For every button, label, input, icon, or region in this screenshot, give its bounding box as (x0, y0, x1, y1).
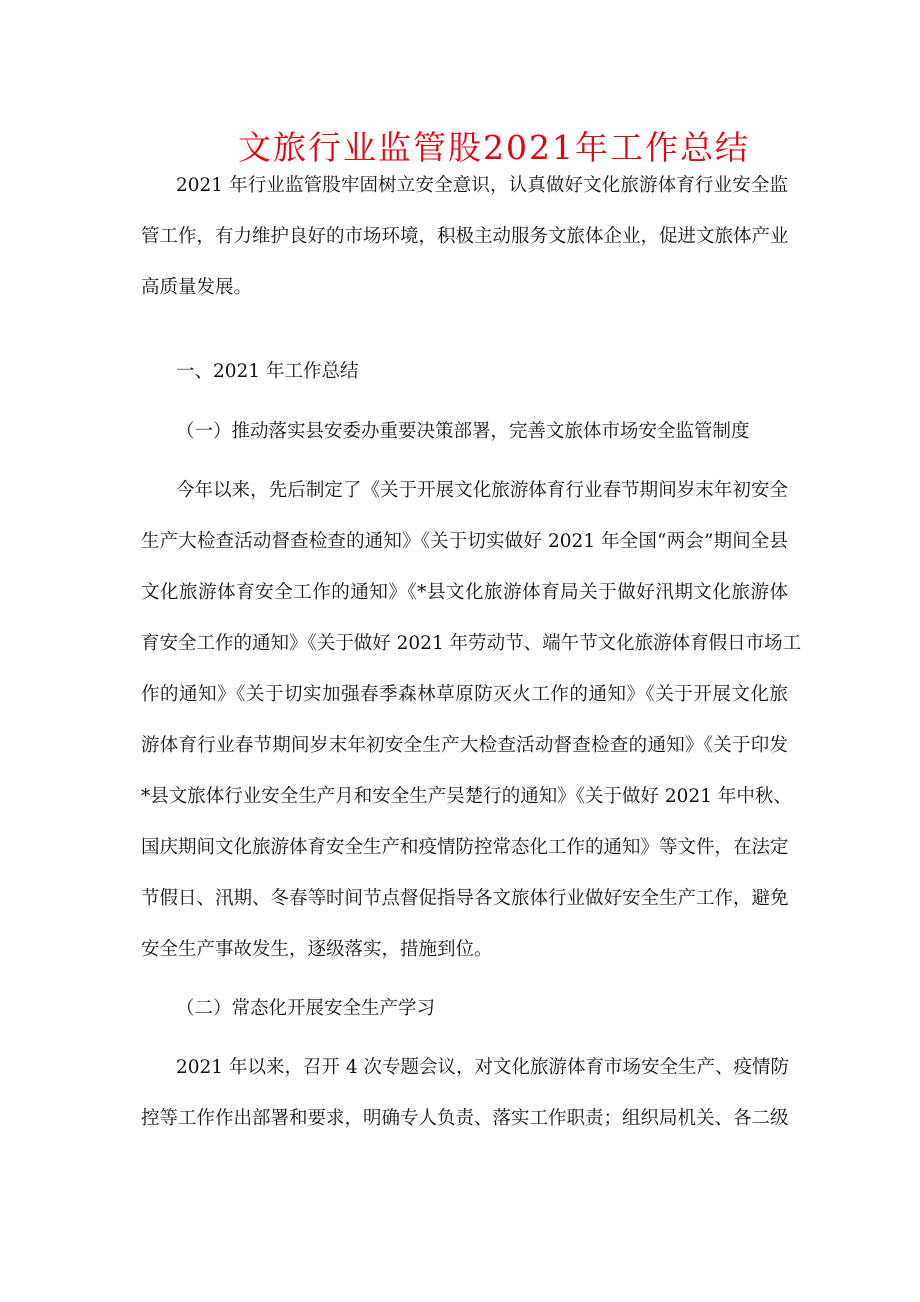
text-line: *县文旅体行业安全生产月和安全生产吴楚行的通知》《关于做好 2021 年中秋、 (141, 786, 792, 807)
text-line: 今年以来，先后制定了《关于开展文化旅游体育行业春节期间岁末年初安全 (176, 480, 788, 501)
document-title: 文旅行业监管股2021年工作总结 (238, 128, 750, 167)
text-line: 2021 年行业监管股牢固树立安全意识，认真做好文化旅游体育行业安全监 (176, 175, 788, 196)
text-line: 管工作，有力维护良好的市场环境，积极主动服务文旅体企业，促进文旅体产业 (141, 226, 789, 247)
text-line: 游体育行业春节期间岁末年初安全生产大检查活动督查检查的通知》《关于印发 (141, 735, 788, 756)
text-line: 控等工作作出部署和要求，明确专人负责、落实工作职责；组织局机关、各二级 (141, 1108, 789, 1129)
text-line: 育安全工作的通知》《关于做好 2021 年劳动节、端午节文化旅游体育假日市场工 (141, 633, 802, 654)
section-heading: 一、2021 年工作总结 (176, 361, 359, 382)
subsection-heading: （一）推动落实县安委办重要决策部署，完善文旅体市场安全监管制度 (176, 421, 750, 442)
text-line: 作的通知》《关于切实加强春季森林草原防灭火工作的通知》《关于开展文化旅 (141, 684, 788, 705)
text-line: 国庆期间文化旅游体育安全生产和疫情防控常态化工作的通知》等文件，在法定 (141, 837, 789, 858)
text-line: 文化旅游体育安全工作的通知》《*县文化旅游体育局关于做好汛期文化旅游体 (141, 582, 788, 603)
text-line: 高质量发展。 (141, 277, 253, 298)
subsection-heading: （二）常态化开展安全生产学习 (176, 998, 436, 1019)
text-line: 安全生产事故发生，逐级落实，措施到位。 (141, 939, 493, 960)
text-line: 2021 年以来，召开 4 次专题会议，对文化旅游体育市场安全生产、疫情防 (176, 1057, 789, 1078)
text-line: 节假日、汛期、冬春等时间节点督促指导各文旅体行业做好安全生产工作，避免 (141, 888, 789, 909)
text-line: 生产大检查活动督查检查的通知》《关于切实做好 2021 年全国“两会”期间全县 (141, 531, 788, 552)
